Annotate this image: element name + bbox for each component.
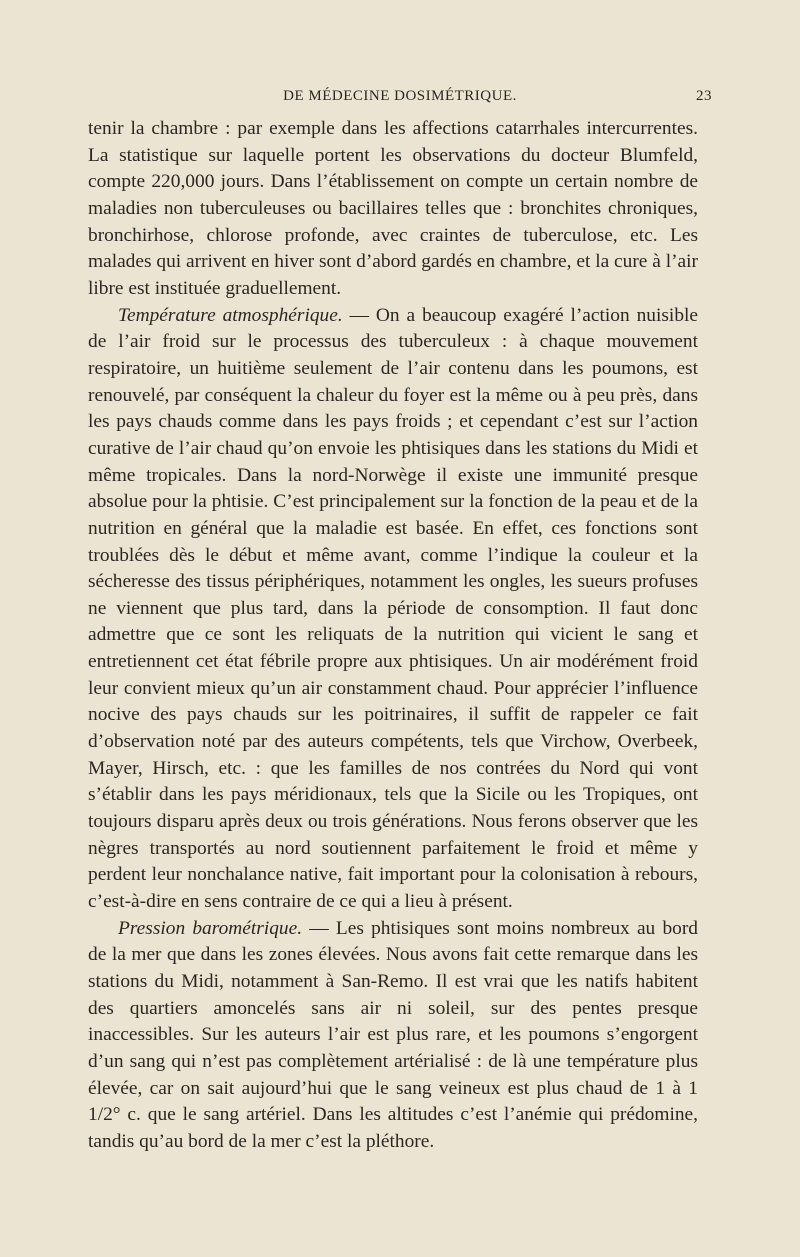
paragraph-1 — [88, 116, 698, 303]
paragraph-3-text: — Les phtisiques sont moins nombreux au bord de la mer que dans les zones élevées. Nous avons fait cette remarque dans les stations du Midi, notamment à San-Remo. Il est vrai que les natifs habitent des quartiers amoncelés sans air ni soleil, sur des pentes presque inaccessibles. Sur les auteurs l’air est plus rare, et les poumons s’engorgent d’un sang qui n’est pas complètement artérialisé : de là une température plus élevée, car on sait aujourd’hui que le sang veineux est plus chaud de 1 à 1 1/2° c. que le sang artériel. Dans les altitudes c’est l’anémie qui prédomine, tandis qu’au bord de la mer c’est la pléthore. — [88, 917, 699, 1152]
page-header — [88, 88, 712, 108]
running-title: DE MÉDECINE DOSIMÉTRIQUE. — [283, 88, 517, 104]
section-heading-pression: Pression barométrique. — [118, 917, 303, 939]
body-text — [88, 116, 698, 1156]
section-heading-temperature: Température atmosphérique. — [118, 304, 343, 326]
paragraph-2 — [88, 303, 698, 916]
page-number: 23 — [696, 88, 712, 104]
paragraph-3 — [88, 916, 698, 1156]
paragraph-1-text: tenir la chambre : par exemple dans les affections catarrhales intercurrentes. La statistique sur laquelle portent les observations du docteur Blumfeld, compte 220,000 jours. Dans l’établissement on compte un certain nombre de maladies non tuberculeuses ou bacillaires telles que : bronchites chroniques, bronchirhose, chlorose profonde, avec craintes de tuberculose, etc. Les malades qui arrivent en hiver sont d’abord gardés en chambre, et la cure à l’air libre est instituée graduellement. — [88, 118, 699, 299]
paragraph-2-text: — On a beaucoup exagéré l’action nuisible de l’air froid sur le processus des tuberculeux : à chaque mouvement respiratoire, un huitième seulement de l’air contenu dans les poumons, est renouvelé, par conséquent la chaleur du foyer est la même ou à peu près, dans les pays chauds comme dans les pays froids ; et cependant c’est sur l’action curative de l’air chaud qu’on envoie les phtisiques dans les stations du Midi et même tropicales. Dans la nord-Norwège il existe une immunité presque absolue pour la phtisie. C’est principalement sur la fonction de la peau et de la nutrition en général que la maladie est basée. En effet, ces fonctions sont troublées dès le début et même avant, comme l’indique la couleur et la sécheresse des tissus périphériques, notamment les ongles, les sueurs profuses ne viennent que plus tard, dans la période de consomption. Il faut donc admettre que ce sont les reliquats de la nutrition qui vicient le sang et entretiennent cet état fébrile propre aux phtisiques. Un air modérément froid leur convient mieux qu’un air constamment chaud. Pour apprécier l’influence nocive des pays chauds sur les poitrinaires, il suffit de rappeler ce fait d’observation noté par des auteurs compétents, tels que Virchow, Overbeek, Mayer, Hirsch, etc. : que les familles de nos contrées du Nord qui vont s’établir dans les pays méridionaux, tels que la Sicile ou les Tropiques, ont toujours disparu après deux ou trois générations. Nous ferons observer que les nègres transportés au nord soutiennent parfaitement le froid et même y perdent leur nonchalance native, fait important pour la colonisation à rebours, c’est-à-dire en sens contraire de ce qui a lieu à présent. — [88, 304, 699, 913]
